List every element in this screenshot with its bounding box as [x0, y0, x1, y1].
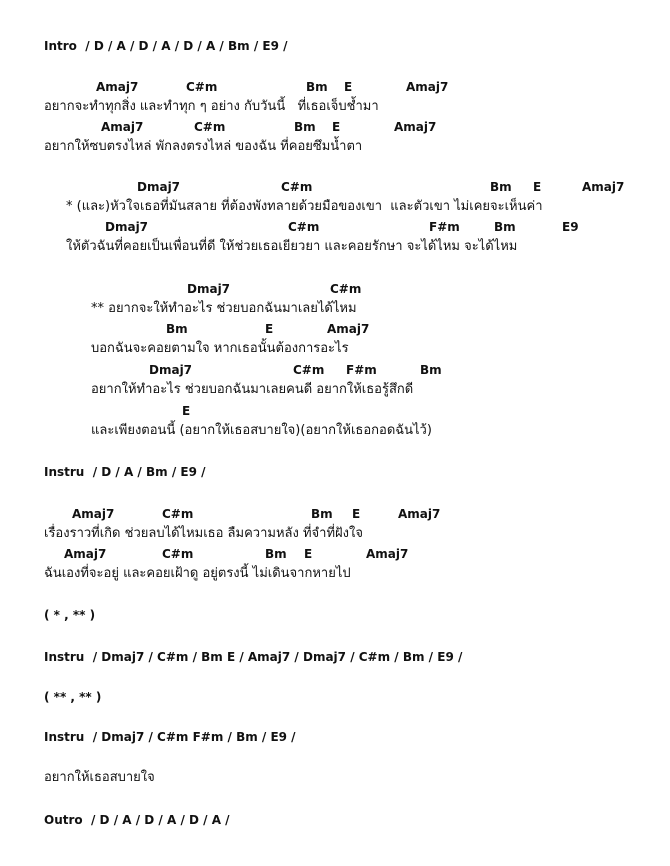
chord: Bm	[166, 322, 188, 336]
chord: E	[182, 404, 191, 418]
chord: E	[332, 120, 341, 134]
repeat-marker: ( ** , ** )	[44, 690, 102, 704]
chord: E9	[562, 220, 579, 234]
chord: Dmaj7	[187, 282, 231, 296]
chord: F#m	[429, 220, 460, 234]
repeat-marker: ( * , ** )	[44, 608, 96, 622]
ending-lyric: อยากให้เธอสบายใจ	[44, 770, 155, 785]
instru-line: Instru / D / A / Bm / E9 /	[44, 465, 206, 479]
lyric-line: ** อยากจะให้ทำอะไร ช่วยบอกฉันมาเลยได้ไหม	[91, 301, 357, 316]
chord: F#m	[346, 363, 377, 377]
chord: Bm	[265, 547, 287, 561]
chord: Bm	[294, 120, 316, 134]
chord: Dmaj7	[137, 180, 181, 194]
chord: Bm	[311, 507, 333, 521]
lyric-line: เรื่องราวที่เกิด ช่วยลบได้ไหมเธอ ลืมความหลัง ที่จำที่ฝังใจ	[44, 526, 363, 541]
lyric-line: * (และ)หัวใจเธอที่มันสลาย ที่ต้องพังทลายด้วยมือของเขา และตัวเขา ไม่เคยจะเห็นค่า	[66, 199, 543, 214]
chord: E	[352, 507, 361, 521]
chord: C#m	[194, 120, 226, 134]
chord: Amaj7	[366, 547, 409, 561]
chord: Amaj7	[327, 322, 370, 336]
chord: Dmaj7	[149, 363, 193, 377]
chord: Amaj7	[398, 507, 441, 521]
chord: Amaj7	[72, 507, 115, 521]
chord: Amaj7	[101, 120, 144, 134]
lyric-line: และเพียงตอนนี้ (อยากให้เธอสบายใจ)(อยากให้เธอกอดฉันไว้)	[91, 423, 432, 438]
chord: C#m	[293, 363, 325, 377]
chord: C#m	[281, 180, 313, 194]
chord: Bm	[306, 80, 328, 94]
instru-line: Instru / Dmaj7 / C#m / Bm E / Amaj7 / Dmaj7 / C#m / Bm / E9 /	[44, 650, 463, 664]
chord: E	[533, 180, 542, 194]
instru-line: Instru / Dmaj7 / C#m F#m / Bm / E9 /	[44, 730, 296, 744]
chord: C#m	[162, 547, 194, 561]
outro-line: Outro / D / A / D / A / D / A /	[44, 813, 230, 827]
chord: C#m	[186, 80, 218, 94]
chord: C#m	[162, 507, 194, 521]
lyric-line: อยากให้ซบตรงไหล่ พักลงตรงไหล่ ของฉัน ที่คอยซึมน้ำตา	[44, 139, 363, 154]
chord: Amaj7	[406, 80, 449, 94]
chord: Amaj7	[394, 120, 437, 134]
chord: E	[304, 547, 313, 561]
chord: E	[344, 80, 353, 94]
chord: Amaj7	[582, 180, 625, 194]
chord: C#m	[330, 282, 362, 296]
chord: Dmaj7	[105, 220, 149, 234]
chord: E	[265, 322, 274, 336]
lyric-line: อยากจะทำทุกสิ่ง และทำทุก ๆ อย่าง กับวันนี้ ที่เธอเจ็บช้ำมา	[44, 99, 379, 114]
lyric-line: บอกฉันจะคอยตามใจ หากเธอนั้นต้องการอะไร	[91, 341, 349, 356]
chord: Bm	[494, 220, 516, 234]
intro-line: Intro / D / A / D / A / D / A / Bm / E9 /	[44, 39, 288, 53]
chord: C#m	[288, 220, 320, 234]
chord: Amaj7	[96, 80, 139, 94]
lyric-line: ให้ตัวฉันที่คอยเป็นเพื่อนที่ดี ให้ช่วยเธอเยียวยา และคอยรักษา จะได้ไหม จะได้ไหม	[66, 239, 518, 254]
lyric-line: อยากให้ทำอะไร ช่วยบอกฉันมาเลยคนดี อยากให้เธอรู้สึกดี	[91, 382, 414, 397]
lyric-line: ฉันเองที่จะอยู่ และคอยเฝ้าดู อยู่ตรงนี้ ไม่เดินจากหายไป	[44, 566, 351, 581]
chord: Bm	[420, 363, 442, 377]
chord: Bm	[490, 180, 512, 194]
chord: Amaj7	[64, 547, 107, 561]
